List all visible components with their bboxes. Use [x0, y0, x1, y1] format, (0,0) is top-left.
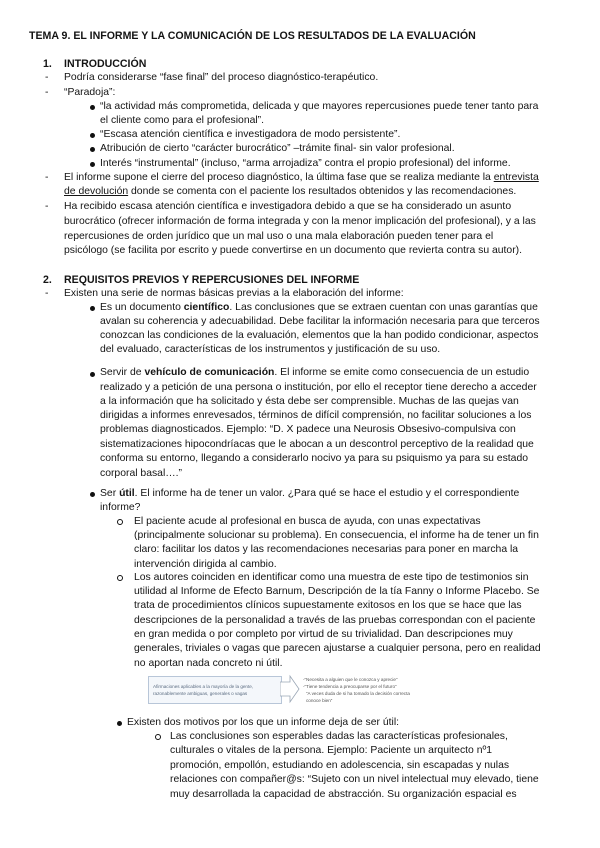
- s2-cientifico-line-2: avalan su coherencia y adecuabilidad. Debe facilitar la información necesaria para que terceros: [100, 316, 540, 327]
- s2-sub-2-line-5: en gran medida o por completo por virtud de su trivialidad. Dan descripciones muy: [134, 629, 513, 640]
- s1-dash-4-line-3: repercusiones de orden jurídico que un mal uso o una mala elaboración pueden tener para el: [64, 231, 494, 242]
- s2-vehiculo-line-8: corporal basal….”: [100, 468, 183, 479]
- dash-marker: -: [45, 288, 49, 299]
- text-run: El informe supone el cierre del proceso diagnóstico, la última fase que se realiza mediante la: [64, 172, 494, 183]
- bullet-icon: [117, 721, 122, 726]
- s2-sub-1-line-4: intervención dirigida al cambio.: [134, 559, 277, 570]
- s2-dash-1: Existen una serie de normas básicas previas a la elaboración del informe:: [64, 288, 404, 299]
- text-run: donde se comenta con el paciente los resultados obtenidos y las recomendaciones.: [128, 186, 517, 197]
- barnum-diagram-left-line-2: razonablemente ambiguas, generales o vagas: [153, 691, 248, 696]
- s1-bullet-3: Atribución de cierto “carácter burocrático” –trámite final- sin valor profesional.: [100, 143, 455, 154]
- arrow-right-icon: [280, 674, 300, 704]
- bullet-icon: [90, 133, 95, 138]
- section-2-heading: REQUISITOS PREVIOS Y REPERCUSIONES DEL INFORME: [64, 274, 360, 286]
- s2-vehiculo-line-6: sistematizaciones hipocondríacas que le abocan a un descontrol perceptivo de la realidad que: [100, 439, 534, 450]
- s2-sub-1-line-2: (principalmente solucionar su problema). En consecuencia, el informe ha de tener un fin: [134, 530, 539, 541]
- s1-bullet-4: Interés “instrumental” (incluso, “arma arrojadiza” contra el propio profesional) del informe.: [100, 158, 511, 169]
- s2-cientifico-line-4: del evaluado, características de los instrumentos y justificación de su uso.: [100, 344, 441, 355]
- dash-marker: -: [45, 201, 49, 212]
- s2-motivo-1-line-5: muy desarrollada la capacidad de abstracción. Su organización espacial es: [170, 789, 517, 800]
- bullet-icon: [90, 105, 95, 110]
- barnum-diagram-left-line-1: Afirmaciones aplicables a la mayoría de la gente,: [153, 684, 254, 689]
- s2-sub-2-line-6: generales, triviales o vagas que parecen ajustarse a cualquier persona, pero en realidad: [134, 643, 541, 654]
- s2-cientifico-line-3: conozcan las condiciones de la evaluación, elementos que la han podido condicionar, aspectos: [100, 330, 539, 341]
- section-1-number: 1.: [43, 58, 52, 70]
- text-run: Ser: [100, 488, 120, 499]
- s1-dash-1: Podría considerarse “fase final” del proceso diagnóstico-terapéutico.: [64, 72, 379, 83]
- s2-vehiculo-line-7: conforma su entorno, llegando a considerarlo nocivo ya para su psiquismo ya para su estado: [100, 453, 528, 464]
- s2-sub-2-line-4: descripciones de la personalidad a través de las pruebas correspondan con el paciente: [134, 615, 536, 626]
- s2-motivos-line-1: Existen dos motivos por los que un informe deja de ser útil:: [127, 717, 400, 728]
- s2-motivo-1-line-4: relaciones con compañer@s: “Sujeto con un nivel intelectual muy elevado, tiene: [170, 774, 539, 785]
- bullet-icon: [90, 162, 95, 167]
- s1-dash-2: “Paradoja”:: [64, 87, 116, 98]
- s2-motivo-1-line-2: culturales o vitales de la persona. Ejemplo: Paciente un arquitecto nº1: [170, 745, 493, 756]
- dash-marker: -: [45, 87, 49, 98]
- underlined-term: de devolución: [64, 186, 129, 197]
- bold-term: científico: [183, 302, 230, 313]
- dash-marker: -: [45, 172, 49, 183]
- s2-sub-1-line-1: El paciente acude al profesional en busca de ayuda, con unas expectativas: [134, 516, 481, 527]
- s2-vehiculo-line-3: a la información que ha solicitado y ésta debe ser comprensible. Muchas de las quejas van: [100, 396, 519, 407]
- s2-vehiculo-line-5: problemas diagnosticados. Ejemplo: “D. X padece una Neurosis Obsesivo-compulsiva con: [100, 424, 516, 435]
- s2-sub-2-line-2: utilidad al Informe de Efecto Barnum, Descripción de la tía Fanny o Informe Placebo. Se: [134, 586, 540, 597]
- text-run: . El informe se emite como consecuencia de un estudio: [274, 367, 530, 378]
- bullet-icon: [90, 372, 95, 377]
- barnum-diagram-right-line-4: conoce bien”: [306, 698, 333, 703]
- s2-vehiculo-line-1: [100, 367, 529, 379]
- s2-vehiculo-line-2: realizado y a petición de una persona o institución, por ello el receptor tiene derecho a acceder: [100, 382, 537, 393]
- document-title: TEMA 9. EL INFORME Y LA COMUNICACIÓN DE LOS RESULTADOS DE LA EVALUACIÓN: [29, 30, 476, 42]
- s1-dash-4-line-1: Ha recibido escasa atención científica e investigadora debido a que se ha considerado un asunto: [64, 201, 512, 212]
- s2-sub-2-line-7: no aportan nada concreto ni útil.: [134, 658, 283, 669]
- s2-sub-2-line-3: trata de procedimientos clínicos supuestamente exitosos en los que se hace que las: [134, 600, 522, 611]
- s1-bullet-1-line-2: el cliente como para el profesional”.: [100, 115, 265, 126]
- s1-dash-3-line-2: [64, 186, 516, 198]
- text-run: . Las conclusiones que se extraen cuentan con unas garantías que: [229, 302, 538, 313]
- barnum-diagram-right-line-1: -“Necesita a alguien que le conozca y aprecie”: [303, 677, 398, 682]
- s1-dash-3-line-1: [64, 172, 539, 184]
- bullet-icon: [90, 147, 95, 152]
- s2-util-line-1: [100, 488, 519, 500]
- circle-bullet-icon: [117, 575, 123, 581]
- dash-marker: -: [45, 72, 49, 83]
- underlined-term: entrevista: [493, 172, 539, 183]
- bold-term: vehículo de comunicación: [144, 367, 275, 378]
- bold-term: útil: [119, 488, 135, 499]
- s1-bullet-2: “Escasa atención científica e investigadora de modo persistente”.: [100, 129, 401, 140]
- barnum-diagram-right-line-2: -“Tiene tendencia a preocuparse por el futuro”: [303, 684, 397, 689]
- bullet-icon: [90, 492, 95, 497]
- s2-vehiculo-line-4: dirigidas a informes enrevesados, términos de difícil comprensión, no facilitar soluciones a los: [100, 410, 532, 421]
- circle-bullet-icon: [155, 734, 161, 740]
- section-2-number: 2.: [43, 274, 52, 286]
- s2-cientifico-line-1: [100, 302, 538, 314]
- s2-util-line-2: informe?: [100, 502, 141, 513]
- text-run: . El informe ha de tener un valor. ¿Para qué se hace el estudio y el correspondiente: [134, 488, 520, 499]
- bullet-icon: [90, 306, 95, 311]
- barnum-diagram-box: [148, 676, 282, 704]
- s1-bullet-1-line-1: “la actividad más comprometida, delicada y que mayores repercusiones puede tener tanto para: [100, 101, 539, 112]
- text-run: Servir de: [100, 367, 145, 378]
- circle-bullet-icon: [117, 519, 123, 525]
- s2-motivo-1-line-1: Las conclusiones son esperables dadas las características profesionales,: [170, 731, 508, 742]
- s2-motivo-1-line-3: promoción, empollón, estudiando en adolescencia, sin escapadas y nulas: [170, 760, 510, 771]
- barnum-diagram-right-line-3: “A veces duda de si ha tomado la decisión correcta: [306, 691, 410, 696]
- s2-sub-1-line-3: claro: facilitar los datos y las recomendaciones necesarias para poner en marcha la: [134, 544, 519, 555]
- s1-dash-4-line-4: psicólogo (se facilita por escrito y puede convertirse en un documento que revierta contra su autor).: [64, 245, 523, 256]
- s2-sub-2-line-1: Los autores coinciden en identificar como una muestra de este tipo de testimonios sin: [134, 572, 529, 583]
- text-run: Es un documento: [100, 302, 184, 313]
- s1-dash-4-line-2: burocrático (ofrecer información de forma integrada y con la menor implicación del profesional), y a las: [64, 216, 536, 227]
- section-1-heading: INTRODUCCIÓN: [64, 58, 147, 70]
